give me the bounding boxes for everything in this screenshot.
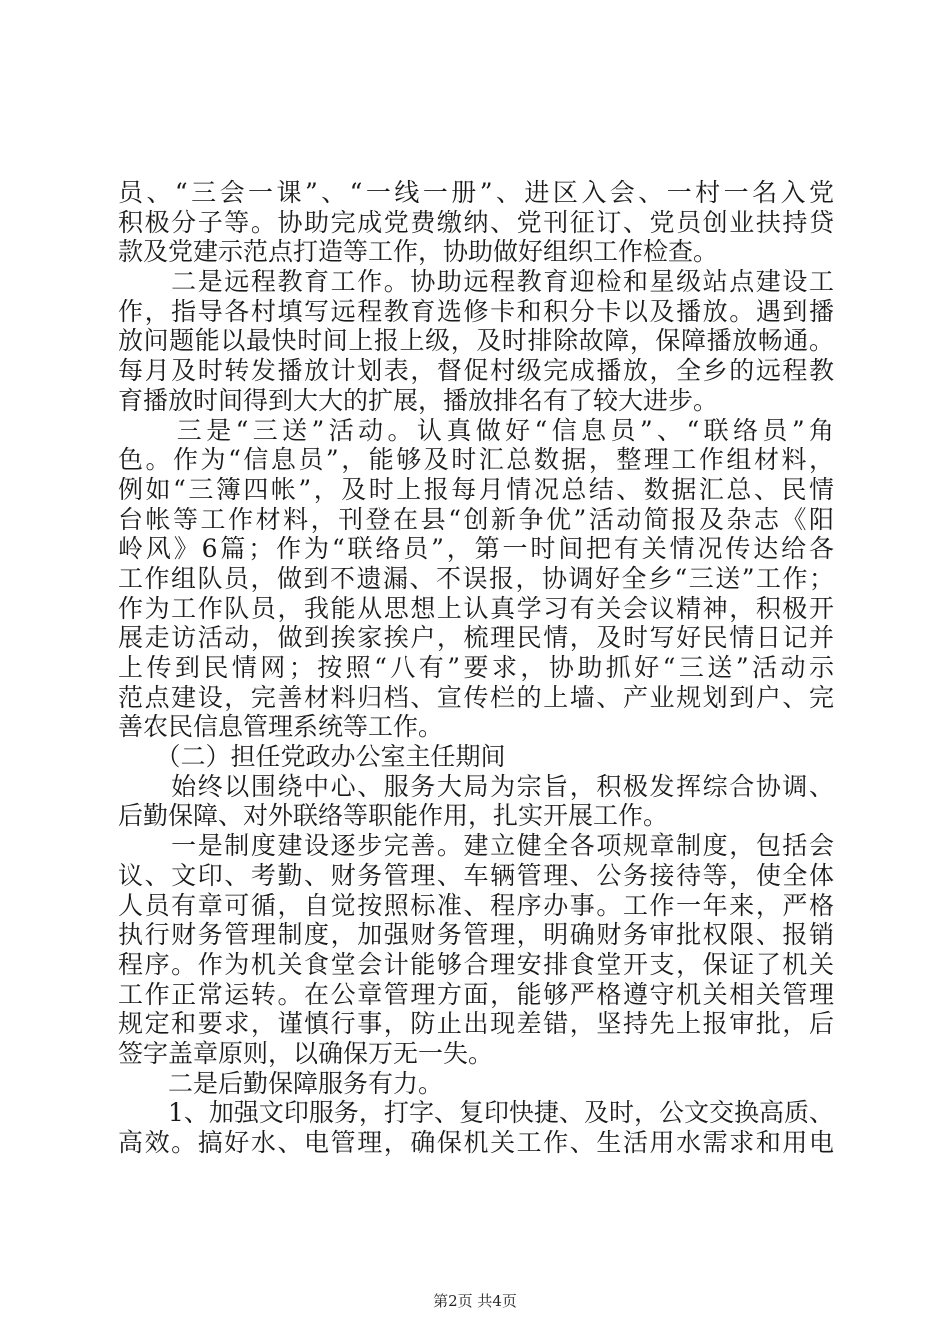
text-line: 始终以围绕中心、服务大局为宗旨，积极发挥综合协调、	[118, 771, 834, 801]
text-line: 作，指导各村填写远程教育选修卡和积分卡以及播放。遇到播	[118, 296, 834, 326]
text-line: 工作组队员，做到不遗漏、不误报，协调好全乡“三送”工作；	[118, 563, 834, 593]
text-line: 人员有章可循，自觉按照标准、程序办事。工作一年来，严格	[118, 890, 834, 920]
text-line: 签字盖章原则，以确保万无一失。	[118, 1038, 494, 1068]
text-line: 育播放时间得到大大的扩展，播放排名有了较大进步。	[118, 385, 719, 415]
text-line: 规定和要求，谨慎行事，防止出现差错，坚持先上报审批，后	[118, 1009, 834, 1039]
text-line: 议、文印、考勤、财务管理、车辆管理、公务接待等，使全体	[118, 860, 834, 890]
text-line: 1、加强文印服务，打字、复印快捷、及时，公文交换高质、	[118, 1098, 834, 1128]
text-line: 范点建设，完善材料归档、宣传栏的上墙、产业规划到户、完	[118, 682, 834, 712]
text-line: 三是“三送”活动。认真做好“信息员”、“联络员”角	[118, 415, 834, 445]
text-line: 一是制度建设逐步完善。建立健全各项规章制度，包括会	[118, 831, 834, 861]
text-line: 执行财务管理制度，加强财务管理，明确财务审批权限、报销	[118, 920, 834, 950]
text-line: 高效。搞好水、电管理，确保机关工作、生活用水需求和用电	[118, 1128, 834, 1157]
text-line: 二是远程教育工作。协助远程教育迎检和星级站点建设工	[118, 267, 834, 297]
text-line: 程序。作为机关食堂会计能够合理安排食堂开支，保证了机关	[118, 949, 834, 979]
text-line: 色。作为“信息员”，能够及时汇总数据，整理工作组材料，	[118, 445, 834, 475]
text-line: 积极分子等。协助完成党费缴纳、党刊征订、党员创业扶持贷	[118, 207, 834, 237]
document-body	[118, 178, 834, 1158]
text-line: 例如“三簿四帐”，及时上报每月情况总结、数据汇总、民情	[118, 474, 834, 504]
text-line: 善农民信息管理系统等工作。	[118, 712, 444, 742]
text-line: 台帐等工作材料，刊登在县“创新争优”活动简报及杂志《阳	[118, 504, 834, 534]
text-line: （二）担任党政办公室主任期间	[118, 742, 506, 772]
text-line: 作为工作队员，我能从思想上认真学习有关会议精神，积极开	[118, 593, 834, 623]
text-line: 岭风》6篇；作为“联络员”，第一时间把有关情况传达给各	[118, 534, 834, 564]
text-line: 二是后勤保障服务有力。	[118, 1068, 444, 1098]
text-line: 款及党建示范点打造等工作，协助做好组织工作检查。	[118, 237, 719, 267]
text-line: 上传到民情网；按照“八有”要求，协助抓好“三送”活动示	[118, 653, 834, 682]
page-footer: 第2页 共4页	[433, 1292, 517, 1310]
text-line: 放问题能以最快时间上报上级，及时排除故障，保障播放畅通。	[118, 326, 834, 356]
text-line: 每月及时转发播放计划表，督促村级完成播放，全乡的远程教	[118, 356, 834, 386]
text-line: 工作正常运转。在公章管理方面，能够严格遵守机关相关管理	[118, 979, 834, 1009]
text-line: 员、“三会一课”、“一线一册”、进区入会、一村一名入党	[118, 178, 834, 207]
text-line: 后勤保障、对外联络等职能作用，扎实开展工作。	[118, 801, 669, 831]
text-line: 展走访活动，做到挨家挨户，梳理民情，及时写好民情日记并	[118, 623, 834, 653]
